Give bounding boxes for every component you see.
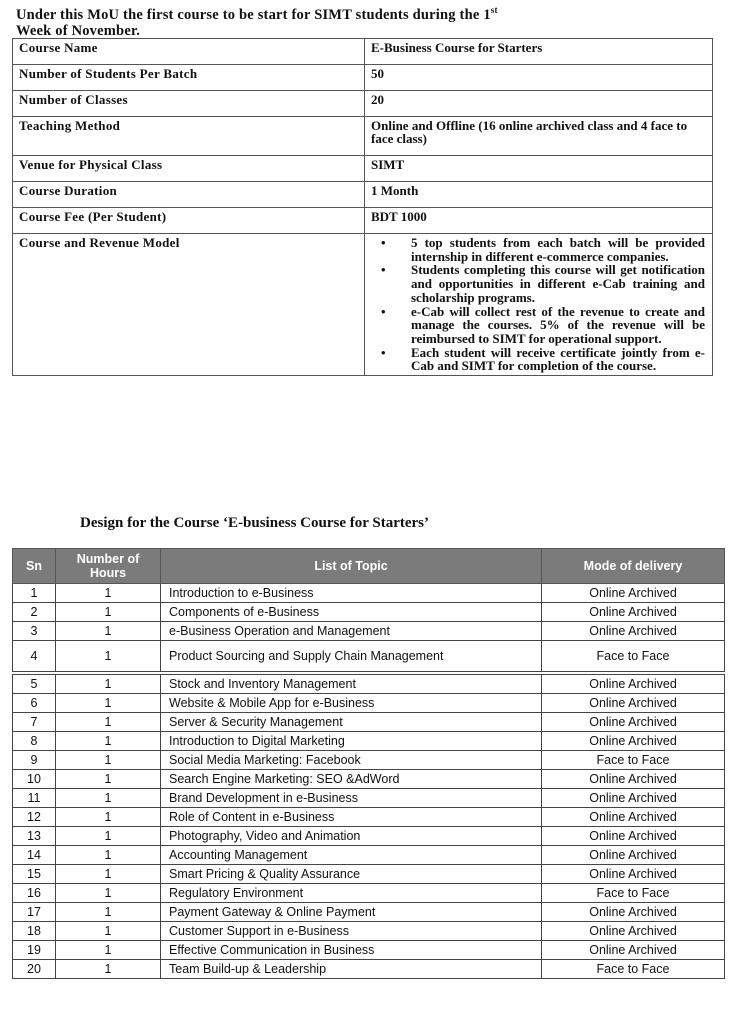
- row-mode: Face to Face: [542, 641, 725, 672]
- row-mode: Online Archived: [542, 865, 725, 884]
- mou-details-table: [12, 38, 713, 376]
- table-row: [13, 603, 725, 622]
- column-header-mode: Mode of delivery: [542, 549, 725, 584]
- row-sn: 8: [13, 732, 56, 751]
- row-topic: Social Media Marketing: Facebook: [161, 751, 542, 770]
- row-hours: 1: [56, 694, 161, 713]
- row-sn: 2: [13, 603, 56, 622]
- row-mode: Online Archived: [542, 846, 725, 865]
- row-topic: Accounting Management: [161, 846, 542, 865]
- row-topic: Effective Communication in Business: [161, 941, 542, 960]
- mou-row: [13, 156, 713, 182]
- mou-row-label: Number of Students Per Batch: [13, 65, 365, 91]
- mou-row-label: Course and Revenue Model: [13, 234, 365, 376]
- topics-table-body: [13, 584, 725, 979]
- row-mode: Online Archived: [542, 808, 725, 827]
- row-sn: 6: [13, 694, 56, 713]
- mou-row-value: SIMT: [365, 156, 713, 182]
- row-sn: 5: [13, 675, 56, 694]
- row-hours: 1: [56, 789, 161, 808]
- row-hours: 1: [56, 732, 161, 751]
- table-row: [13, 808, 725, 827]
- intro-text: Under this MoU the first course to be start for SIMT students during the 1: [16, 6, 491, 23]
- row-sn: 20: [13, 960, 56, 979]
- row-hours: 1: [56, 641, 161, 672]
- revenue-point: • Students completing this course will get notification and opportunities in different e-Cab training and scholarship programs.: [411, 263, 706, 304]
- table-row: [13, 751, 725, 770]
- mou-row-label: Teaching Method: [13, 117, 365, 156]
- revenue-point: • 5 top students from each batch will be provided internship in different e-commerce companies.: [411, 236, 706, 263]
- row-mode: Online Archived: [542, 922, 725, 941]
- row-topic: Stock and Inventory Management: [161, 675, 542, 694]
- row-topic: Introduction to Digital Marketing: [161, 732, 542, 751]
- row-mode: Online Archived: [542, 770, 725, 789]
- table-row: [13, 884, 725, 903]
- table-row: [13, 694, 725, 713]
- mou-row-value: 20: [365, 91, 713, 117]
- row-hours: 1: [56, 808, 161, 827]
- row-topic: Server & Security Management: [161, 713, 542, 732]
- column-header-hours: Number of Hours: [56, 549, 161, 584]
- row-hours: 1: [56, 884, 161, 903]
- row-hours: 1: [56, 846, 161, 865]
- row-topic: Role of Content in e-Business: [161, 808, 542, 827]
- row-mode: Face to Face: [542, 751, 725, 770]
- row-hours: 1: [56, 903, 161, 922]
- mou-revenue-row: [13, 234, 713, 376]
- mou-row: [13, 208, 713, 234]
- row-mode: Online Archived: [542, 622, 725, 641]
- row-topic: Brand Development in e-Business: [161, 789, 542, 808]
- row-topic: Search Engine Marketing: SEO &AdWord: [161, 770, 542, 789]
- row-topic: Components of e-Business: [161, 603, 542, 622]
- section-title: Design for the Course ‘E-business Course for Starters’: [80, 515, 429, 531]
- row-sn: 19: [13, 941, 56, 960]
- row-sn: 4: [13, 641, 56, 672]
- row-sn: 17: [13, 903, 56, 922]
- row-hours: 1: [56, 827, 161, 846]
- table-row: [13, 622, 725, 641]
- intro-paragraph: [16, 2, 716, 39]
- row-topic: Payment Gateway & Online Payment: [161, 903, 542, 922]
- row-mode: Online Archived: [542, 903, 725, 922]
- table-row: [13, 789, 725, 808]
- mou-row: [13, 91, 713, 117]
- mou-row-label: Course Name: [13, 39, 365, 65]
- row-hours: 1: [56, 922, 161, 941]
- row-mode: Online Archived: [542, 713, 725, 732]
- mou-row-label: Course Fee (Per Student): [13, 208, 365, 234]
- table-row: [13, 584, 725, 603]
- row-mode: Online Archived: [542, 675, 725, 694]
- table-row: [13, 770, 725, 789]
- mou-row: [13, 182, 713, 208]
- row-sn: 1: [13, 584, 56, 603]
- intro-superscript: st: [490, 5, 498, 15]
- row-topic: Regulatory Environment: [161, 884, 542, 903]
- mou-row: [13, 65, 713, 91]
- row-topic: Photography, Video and Animation: [161, 827, 542, 846]
- table-row: [13, 641, 725, 672]
- mou-row-label: Venue for Physical Class: [13, 156, 365, 182]
- table-row: [13, 941, 725, 960]
- row-hours: 1: [56, 584, 161, 603]
- table-row: [13, 865, 725, 884]
- row-hours: 1: [56, 770, 161, 789]
- row-sn: 15: [13, 865, 56, 884]
- row-topic: Team Build-up & Leadership: [161, 960, 542, 979]
- mou-row-value: 50: [365, 65, 713, 91]
- table-row: [13, 827, 725, 846]
- row-topic: Website & Mobile App for e-Business: [161, 694, 542, 713]
- mou-row-value: 1 Month: [365, 182, 713, 208]
- table-row: [13, 960, 725, 979]
- column-header-topic: List of Topic: [161, 549, 542, 584]
- row-hours: 1: [56, 713, 161, 732]
- row-mode: Online Archived: [542, 603, 725, 622]
- table-row: [13, 903, 725, 922]
- mou-row-value: BDT 1000: [365, 208, 713, 234]
- row-topic: Introduction to e-Business: [161, 584, 542, 603]
- mou-row-value: E-Business Course for Starters: [365, 39, 713, 65]
- row-topic: Customer Support in e-Business: [161, 922, 542, 941]
- table-row: [13, 713, 725, 732]
- row-sn: 16: [13, 884, 56, 903]
- row-mode: Online Archived: [542, 584, 725, 603]
- table-row: [13, 675, 725, 694]
- course-topics-table: [12, 548, 725, 979]
- row-topic: Smart Pricing & Quality Assurance: [161, 865, 542, 884]
- mou-row: [13, 39, 713, 65]
- row-mode: Online Archived: [542, 827, 725, 846]
- table-row: [13, 732, 725, 751]
- mou-row-label: Number of Classes: [13, 91, 365, 117]
- row-mode: Face to Face: [542, 884, 725, 903]
- revenue-point: • e-Cab will collect rest of the revenue to create and manage the courses. 5% of the revenue will be reimbursed to SIMT for operational support.: [411, 305, 706, 346]
- row-sn: 13: [13, 827, 56, 846]
- row-topic: Product Sourcing and Supply Chain Management: [161, 641, 542, 672]
- row-sn: 7: [13, 713, 56, 732]
- row-sn: 10: [13, 770, 56, 789]
- row-mode: Online Archived: [542, 732, 725, 751]
- row-topic: e-Business Operation and Management: [161, 622, 542, 641]
- row-hours: 1: [56, 751, 161, 770]
- revenue-points-list: [371, 236, 706, 373]
- row-sn: 3: [13, 622, 56, 641]
- row-sn: 14: [13, 846, 56, 865]
- row-sn: 12: [13, 808, 56, 827]
- column-header-sn: Sn: [13, 549, 56, 584]
- row-hours: 1: [56, 675, 161, 694]
- row-hours: 1: [56, 865, 161, 884]
- row-sn: 11: [13, 789, 56, 808]
- mou-row: [13, 117, 713, 156]
- row-sn: 9: [13, 751, 56, 770]
- table-header-row: [13, 549, 725, 584]
- mou-row-label: Course Duration: [13, 182, 365, 208]
- row-hours: 1: [56, 622, 161, 641]
- mou-row-value: Online and Offline (16 online archived class and 4 face to face class): [365, 117, 713, 156]
- row-hours: 1: [56, 941, 161, 960]
- row-mode: Online Archived: [542, 941, 725, 960]
- row-sn: 18: [13, 922, 56, 941]
- table-row: [13, 922, 725, 941]
- intro-text-continued: Week of November.: [16, 22, 141, 39]
- mou-table-body: [13, 39, 713, 376]
- row-mode: Online Archived: [542, 789, 725, 808]
- row-hours: 1: [56, 603, 161, 622]
- revenue-point: • Each student will receive certificate jointly from e-Cab and SIMT for completion of the course.: [411, 346, 706, 373]
- row-hours: 1: [56, 960, 161, 979]
- row-mode: Face to Face: [542, 960, 725, 979]
- row-mode: Online Archived: [542, 694, 725, 713]
- table-row: [13, 846, 725, 865]
- revenue-model-cell: [365, 234, 713, 376]
